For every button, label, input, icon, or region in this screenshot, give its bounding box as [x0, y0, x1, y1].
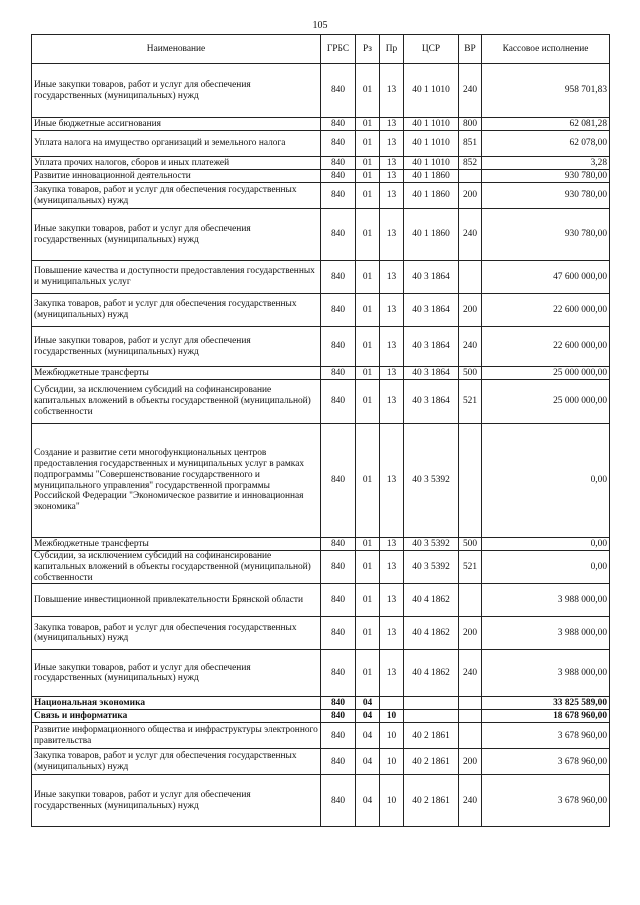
row-csr: 40 3 1864	[404, 367, 459, 380]
row-amount: 3 678 960,00	[482, 775, 610, 827]
row-amount: 22 600 000,00	[482, 327, 610, 367]
row-csr: 40 1 1010	[404, 118, 459, 131]
row-pr	[380, 697, 404, 710]
row-amount: 25 000 000,00	[482, 367, 610, 380]
row-grbs: 840	[321, 380, 356, 424]
row-grbs: 840	[321, 131, 356, 157]
row-vr: 240	[459, 64, 482, 118]
row-rz: 01	[356, 157, 380, 170]
row-grbs: 840	[321, 64, 356, 118]
row-name: Иные закупки товаров, работ и услуг для обеспечения государственных (муниципальных) нужд	[32, 327, 321, 367]
row-pr: 13	[380, 424, 404, 538]
row-pr: 10	[380, 775, 404, 827]
row-amount: 3 988 000,00	[482, 650, 610, 697]
row-vr: 500	[459, 367, 482, 380]
row-grbs: 840	[321, 749, 356, 775]
row-csr: 40 4 1862	[404, 650, 459, 697]
row-csr: 40 2 1861	[404, 723, 459, 749]
row-grbs: 840	[321, 157, 356, 170]
row-rz: 01	[356, 64, 380, 118]
row-name: Иные закупки товаров, работ и услуг для обеспечения государственных (муниципальных) нужд	[32, 64, 321, 118]
row-rz: 01	[356, 551, 380, 584]
row-grbs: 840	[321, 209, 356, 261]
row-grbs: 840	[321, 617, 356, 650]
row-name: Повышение инвестиционной привлекательности Брянской области	[32, 584, 321, 617]
row-name: Закупка товаров, работ и услуг для обеспечения государственных (муниципальных) нужд	[32, 183, 321, 209]
table-row	[32, 170, 610, 183]
row-vr: 240	[459, 775, 482, 827]
row-csr: 40 4 1862	[404, 617, 459, 650]
row-pr: 13	[380, 170, 404, 183]
row-csr: 40 3 1864	[404, 380, 459, 424]
row-grbs: 840	[321, 294, 356, 327]
row-rz: 01	[356, 538, 380, 551]
row-rz: 01	[356, 170, 380, 183]
page-number: 105	[312, 20, 328, 31]
row-grbs: 840	[321, 650, 356, 697]
row-pr: 13	[380, 617, 404, 650]
row-name: Иные бюджетные ассигнования	[32, 118, 321, 131]
table-row	[32, 617, 610, 650]
row-pr: 13	[380, 584, 404, 617]
row-grbs: 840	[321, 118, 356, 131]
row-vr	[459, 723, 482, 749]
row-name: Межбюджетные трансферты	[32, 538, 321, 551]
row-pr: 13	[380, 367, 404, 380]
table-row	[32, 697, 610, 710]
table-row	[32, 131, 610, 157]
row-grbs: 840	[321, 710, 356, 723]
row-rz: 01	[356, 261, 380, 294]
table-header	[32, 35, 610, 64]
row-amount: 33 825 589,00	[482, 697, 610, 710]
row-vr	[459, 424, 482, 538]
table-body	[32, 64, 610, 827]
table-row	[32, 209, 610, 261]
table-row	[32, 367, 610, 380]
row-csr: 40 1 1010	[404, 64, 459, 118]
row-vr	[459, 261, 482, 294]
row-rz: 04	[356, 775, 380, 827]
row-grbs: 840	[321, 723, 356, 749]
row-name: Иные закупки товаров, работ и услуг для обеспечения государственных (муниципальных) нужд	[32, 775, 321, 827]
table-row	[32, 749, 610, 775]
row-amount: 3 678 960,00	[482, 723, 610, 749]
row-rz: 01	[356, 617, 380, 650]
row-grbs: 840	[321, 584, 356, 617]
row-pr: 13	[380, 294, 404, 327]
row-amount: 62 078,00	[482, 131, 610, 157]
row-pr: 13	[380, 118, 404, 131]
row-rz: 01	[356, 209, 380, 261]
row-amount: 62 081,28	[482, 118, 610, 131]
row-vr	[459, 710, 482, 723]
row-amount: 3,28	[482, 157, 610, 170]
row-amount: 930 780,00	[482, 209, 610, 261]
row-rz: 01	[356, 650, 380, 697]
row-amount: 0,00	[482, 551, 610, 584]
row-vr: 200	[459, 183, 482, 209]
header-vr: ВР	[459, 35, 482, 64]
row-csr	[404, 710, 459, 723]
row-vr: 800	[459, 118, 482, 131]
row-vr: 852	[459, 157, 482, 170]
row-pr: 13	[380, 327, 404, 367]
row-grbs: 840	[321, 697, 356, 710]
row-csr: 40 3 1864	[404, 261, 459, 294]
row-vr: 521	[459, 551, 482, 584]
row-csr: 40 1 1860	[404, 209, 459, 261]
row-csr: 40 2 1861	[404, 775, 459, 827]
row-amount: 930 780,00	[482, 183, 610, 209]
row-rz: 04	[356, 710, 380, 723]
row-name: Национальная экономика	[32, 697, 321, 710]
table-row	[32, 380, 610, 424]
row-csr	[404, 697, 459, 710]
row-pr: 10	[380, 710, 404, 723]
row-csr: 40 4 1862	[404, 584, 459, 617]
table-row	[32, 710, 610, 723]
row-name: Развитие инновационной деятельности	[32, 170, 321, 183]
row-amount: 3 988 000,00	[482, 617, 610, 650]
row-name: Закупка товаров, работ и услуг для обеспечения государственных (муниципальных) нужд	[32, 294, 321, 327]
table-row	[32, 157, 610, 170]
budget-table	[31, 34, 610, 827]
row-vr	[459, 697, 482, 710]
row-pr: 13	[380, 209, 404, 261]
row-name: Создание и развитие сети многофункциональных центров предоставления государственных и муниципальных услуг в рамках подпрограммы "Совершенствование государственного и муниципального управления" государственной программы Российской Федерации "Экономическое развитие и инновационная экономика"	[32, 424, 321, 538]
row-csr: 40 3 5392	[404, 424, 459, 538]
header-name: Наименование	[32, 35, 321, 64]
row-rz: 01	[356, 380, 380, 424]
row-vr: 521	[459, 380, 482, 424]
header-rz: Рз	[356, 35, 380, 64]
row-name: Закупка товаров, работ и услуг для обеспечения государственных (муниципальных) нужд	[32, 617, 321, 650]
row-vr	[459, 584, 482, 617]
row-pr: 13	[380, 551, 404, 584]
row-vr: 500	[459, 538, 482, 551]
row-vr: 200	[459, 749, 482, 775]
row-vr: 200	[459, 617, 482, 650]
row-name: Иные закупки товаров, работ и услуг для обеспечения государственных (муниципальных) нужд	[32, 209, 321, 261]
row-csr: 40 2 1861	[404, 749, 459, 775]
row-csr: 40 3 5392	[404, 538, 459, 551]
row-amount: 47 600 000,00	[482, 261, 610, 294]
table-row	[32, 650, 610, 697]
row-csr: 40 1 1860	[404, 170, 459, 183]
row-name: Субсидии, за исключением субсидий на софинансирование капитальных вложений в объекты государственной (муниципальной) собственности	[32, 551, 321, 584]
table-row	[32, 775, 610, 827]
row-amount: 958 701,83	[482, 64, 610, 118]
row-grbs: 840	[321, 170, 356, 183]
row-rz: 01	[356, 327, 380, 367]
row-amount: 0,00	[482, 538, 610, 551]
row-amount: 18 678 960,00	[482, 710, 610, 723]
row-grbs: 840	[321, 367, 356, 380]
row-csr: 40 1 1010	[404, 131, 459, 157]
table-row	[32, 424, 610, 538]
row-name: Развитие информационного общества и инфраструктуры электронного правительства	[32, 723, 321, 749]
row-name: Субсидии, за исключением субсидий на софинансирование капитальных вложений в объекты государственной (муниципальной) собственности	[32, 380, 321, 424]
table-row	[32, 261, 610, 294]
row-amount: 0,00	[482, 424, 610, 538]
table-row	[32, 584, 610, 617]
row-grbs: 840	[321, 261, 356, 294]
row-pr: 13	[380, 261, 404, 294]
row-pr: 13	[380, 380, 404, 424]
row-vr: 240	[459, 650, 482, 697]
row-name: Уплата налога на имущество организаций и земельного налога	[32, 131, 321, 157]
row-name: Повышение качества и доступности предоставления государственных и муниципальных услуг	[32, 261, 321, 294]
row-grbs: 840	[321, 424, 356, 538]
row-name: Межбюджетные трансферты	[32, 367, 321, 380]
row-pr: 10	[380, 749, 404, 775]
row-amount: 930 780,00	[482, 170, 610, 183]
table-row	[32, 551, 610, 584]
row-pr: 13	[380, 157, 404, 170]
row-amount: 3 678 960,00	[482, 749, 610, 775]
row-csr: 40 3 5392	[404, 551, 459, 584]
row-rz: 01	[356, 424, 380, 538]
row-rz: 01	[356, 131, 380, 157]
row-grbs: 840	[321, 327, 356, 367]
row-pr: 13	[380, 131, 404, 157]
row-vr: 240	[459, 209, 482, 261]
header-grbs: ГРБС	[321, 35, 356, 64]
table-row	[32, 118, 610, 131]
row-rz: 04	[356, 697, 380, 710]
header-amount: Кассовое исполнение	[482, 35, 610, 64]
row-name: Связь и информатика	[32, 710, 321, 723]
row-rz: 01	[356, 584, 380, 617]
row-rz: 04	[356, 723, 380, 749]
row-rz: 04	[356, 749, 380, 775]
row-csr: 40 3 1864	[404, 294, 459, 327]
row-name: Закупка товаров, работ и услуг для обеспечения государственных (муниципальных) нужд	[32, 749, 321, 775]
row-rz: 01	[356, 183, 380, 209]
row-pr: 13	[380, 64, 404, 118]
row-grbs: 840	[321, 551, 356, 584]
row-amount: 22 600 000,00	[482, 294, 610, 327]
row-pr: 13	[380, 183, 404, 209]
row-csr: 40 3 1864	[404, 327, 459, 367]
header-csr: ЦСР	[404, 35, 459, 64]
row-amount: 25 000 000,00	[482, 380, 610, 424]
row-rz: 01	[356, 294, 380, 327]
row-csr: 40 1 1860	[404, 183, 459, 209]
row-pr: 13	[380, 650, 404, 697]
row-rz: 01	[356, 118, 380, 131]
row-amount: 3 988 000,00	[482, 584, 610, 617]
table-row	[32, 538, 610, 551]
row-vr: 200	[459, 294, 482, 327]
row-grbs: 840	[321, 538, 356, 551]
table-row	[32, 327, 610, 367]
header-pr: Пр	[380, 35, 404, 64]
table-row	[32, 294, 610, 327]
row-pr: 13	[380, 538, 404, 551]
row-pr: 10	[380, 723, 404, 749]
row-vr: 851	[459, 131, 482, 157]
row-name: Иные закупки товаров, работ и услуг для обеспечения государственных (муниципальных) нужд	[32, 650, 321, 697]
row-grbs: 840	[321, 775, 356, 827]
row-vr	[459, 170, 482, 183]
row-vr: 240	[459, 327, 482, 367]
table-row	[32, 183, 610, 209]
row-csr: 40 1 1010	[404, 157, 459, 170]
row-grbs: 840	[321, 183, 356, 209]
row-rz: 01	[356, 367, 380, 380]
table-row	[32, 64, 610, 118]
row-name: Уплата прочих налогов, сборов и иных платежей	[32, 157, 321, 170]
table-row	[32, 723, 610, 749]
